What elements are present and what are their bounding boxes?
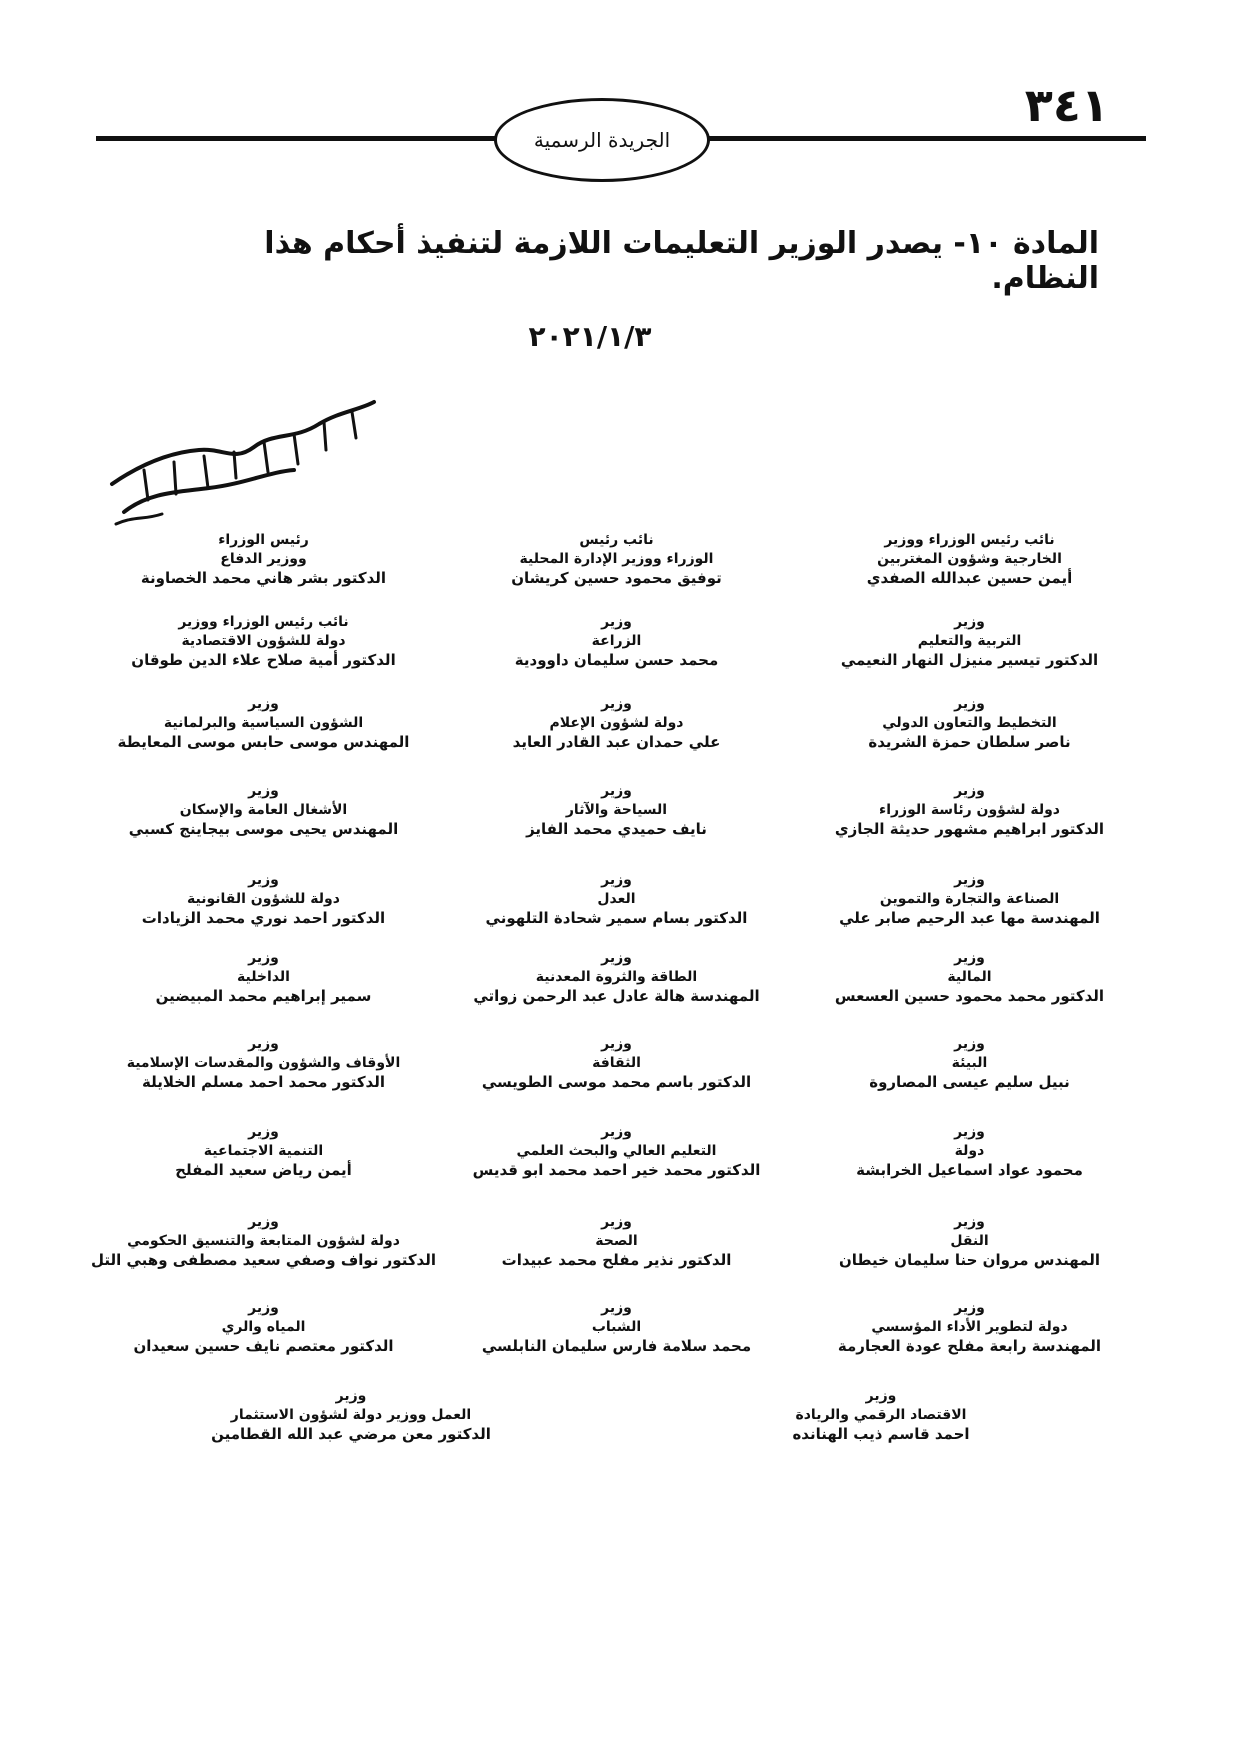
minister-row <box>86 695 1146 752</box>
minister-title: وزير <box>601 1300 632 1316</box>
minister-row <box>86 1035 1146 1092</box>
minister-title: وزير <box>601 783 632 799</box>
minister-signature-block <box>440 782 793 839</box>
minister-name: ناصر سلطان حمزة الشريدة <box>868 733 1071 751</box>
minister-signature-block <box>793 1123 1146 1180</box>
minister-name: المهندسة هالة عادل عبد الرحمن زواتي <box>473 987 760 1005</box>
minister-portfolio: الداخلية <box>237 969 290 985</box>
minister-name: المهندس مروان حنا سليمان خيطان <box>838 1251 1101 1269</box>
minister-portfolio: الشؤون السياسية والبرلمانية <box>163 715 364 731</box>
minister-title: وزير <box>601 1036 632 1052</box>
article-text: المادة ١٠- يصدر الوزير التعليمات اللازمة لتنفيذ أحكام هذا النظام. <box>264 226 1099 296</box>
minister-signature-block <box>440 613 793 670</box>
minister-title: نائب رئيس الوزراء ووزير <box>178 614 349 630</box>
minister-name: سمير إبراهيم محمد المبيضين <box>155 987 372 1005</box>
minister-portfolio: التنمية الاجتماعية <box>203 1143 324 1159</box>
minister-signature-block <box>87 1035 440 1092</box>
minister-title: وزير <box>248 950 279 966</box>
minister-signature-block <box>440 871 793 928</box>
minister-row <box>86 613 1146 670</box>
minister-name: الدكتور تيسير منيزل النهار النعيمي <box>840 651 1099 669</box>
minister-portfolio: الأوقاف والشؤون والمقدسات الإسلامية <box>126 1055 401 1071</box>
minister-signature-block <box>793 531 1146 588</box>
minister-signature-block <box>87 695 440 752</box>
minister-portfolio: المالية <box>947 969 992 985</box>
minister-name: الدكتور محمد احمد مسلم الخلايلة <box>142 1073 385 1091</box>
minister-portfolio: الصناعة والتجارة والتموين <box>879 891 1060 907</box>
minister-name: المهندس يحيى موسى بيجاينج كسبي <box>128 820 399 838</box>
decree-date: ٢٠٢١/١/٣ <box>528 320 652 353</box>
minister-signature-block <box>793 871 1146 928</box>
minister-title: وزير <box>601 872 632 888</box>
minister-portfolio: دولة لشؤون الإعلام <box>549 715 684 731</box>
minister-title: وزير <box>954 872 985 888</box>
minister-signature-block <box>440 1035 793 1092</box>
minister-portfolio: الاقتصاد الرقمي والريادة <box>795 1407 967 1423</box>
minister-signature-block <box>440 531 793 588</box>
minister-signature-block <box>87 1213 440 1270</box>
minister-signature-block <box>793 1213 1146 1270</box>
minister-name: الدكتور احمد نوري محمد الزيادات <box>141 909 386 927</box>
signature-icon <box>104 392 404 532</box>
minister-portfolio: العدل <box>597 891 636 907</box>
minister-signature-block <box>87 782 440 839</box>
minister-name: نايف حميدي محمد الفايز <box>526 820 707 838</box>
minister-row <box>86 1213 1146 1270</box>
minister-signature-block <box>793 613 1146 670</box>
minister-name: الدكتور معتصم نايف حسين سعيدان <box>133 1337 394 1355</box>
minister-title: وزير <box>954 950 985 966</box>
minister-portfolio: دولة للشؤون الاقتصادية <box>181 633 346 649</box>
minister-signature-block <box>440 949 793 1006</box>
minister-portfolio: دولة لتطوير الأداء المؤسسي <box>871 1319 1068 1335</box>
minister-title: وزير <box>248 1036 279 1052</box>
minister-signature-block <box>793 695 1146 752</box>
minister-title: وزير <box>954 614 985 630</box>
minister-title: رئيس الوزراء <box>218 532 309 548</box>
minister-title: وزير <box>954 1214 985 1230</box>
minister-row <box>86 1299 1146 1356</box>
minister-portfolio: دولة <box>954 1143 985 1159</box>
minister-portfolio: دولة لشؤون رئاسة الوزراء <box>879 802 1060 818</box>
minister-name: الدكتور معن مرضي عبد الله القطامين <box>211 1425 491 1443</box>
minister-portfolio: التربية والتعليم <box>917 633 1022 649</box>
minister-portfolio: العمل ووزير دولة لشؤون الاستثمار <box>230 1407 472 1423</box>
minister-name: أيمن حسين عبدالله الصفدي <box>866 569 1073 587</box>
minister-title: وزير <box>954 696 985 712</box>
minister-name: الدكتور بشر هاني محمد الخصاونة <box>140 569 387 587</box>
minister-title: وزير <box>954 1300 985 1316</box>
minister-name: الدكتور ابراهيم مشهور حديثة الجازي <box>834 820 1105 838</box>
minister-title: وزير <box>865 1388 897 1404</box>
minister-portfolio: الوزراء ووزير الإدارة المحلية <box>519 551 714 567</box>
minister-title: وزير <box>248 1214 279 1230</box>
minister-name: نبيل سليم عيسى المصاروة <box>869 1073 1070 1091</box>
minister-signature-block <box>87 1123 440 1180</box>
minister-name: احمد قاسم ذيب الهنانده <box>792 1425 970 1443</box>
minister-signature-block <box>705 1387 1058 1444</box>
royal-signature <box>104 392 404 532</box>
minister-name: الدكتور أمية صلاح علاء الدين طوقان <box>131 651 396 669</box>
page-number: ٣٤١ <box>1024 78 1109 132</box>
minister-signature-block <box>87 949 440 1006</box>
minister-portfolio: التخطيط والتعاون الدولي <box>882 715 1057 731</box>
minister-portfolio: البيئة <box>951 1055 988 1071</box>
minister-row <box>86 531 1146 588</box>
minister-title: وزير <box>601 1124 632 1140</box>
minister-row <box>86 782 1146 839</box>
minister-name: أيمن رياض سعيد المفلح <box>175 1161 352 1179</box>
minister-signature-block <box>87 613 440 670</box>
minister-name: الدكتور باسم محمد موسى الطويسي <box>481 1073 752 1091</box>
minister-signature-block <box>440 1123 793 1180</box>
minister-signature-block <box>440 1213 793 1270</box>
minister-title: وزير <box>601 696 632 712</box>
minister-name: الدكتور نذير مفلح محمد عبيدات <box>501 1251 732 1269</box>
minister-signature-block <box>793 1299 1146 1356</box>
minister-name: الدكتور محمد خير احمد محمد ابو قديس <box>472 1161 761 1179</box>
minister-name: المهندسة رابعة مفلح عودة العجارمة <box>837 1337 1102 1355</box>
minister-title: وزير <box>601 614 632 630</box>
minister-title: وزير <box>248 1300 279 1316</box>
minister-signature-block <box>440 695 793 752</box>
minister-portfolio: الشباب <box>591 1319 642 1335</box>
minister-name: المهندس موسى حابس موسى المعايطة <box>117 733 410 751</box>
minister-title: وزير <box>248 872 279 888</box>
minister-title: نائب رئيس الوزراء ووزير <box>884 532 1055 548</box>
minister-portfolio: دولة لشؤون المتابعة والتنسيق الحكومي <box>127 1233 400 1249</box>
minister-name: الدكتور بسام سمير شحادة التلهوني <box>485 909 748 927</box>
minister-portfolio: الزراعة <box>591 633 642 649</box>
minister-title: وزير <box>954 1036 985 1052</box>
minister-name: محمد سلامة فارس سليمان النابلسي <box>481 1337 752 1355</box>
gazette-title: الجريدة الرسمية <box>533 128 671 152</box>
minister-title: وزير <box>248 696 279 712</box>
minister-portfolio: التعليم العالي والبحث العلمي <box>516 1143 717 1159</box>
minister-title: وزير <box>601 1214 632 1230</box>
minister-portfolio: الثقافة <box>592 1055 641 1071</box>
minister-row <box>86 1123 1146 1180</box>
minister-name: توفيق محمود حسين كريشان <box>511 569 722 587</box>
minister-row <box>86 949 1146 1006</box>
minister-row <box>86 1387 1146 1444</box>
minister-title: وزير <box>954 1124 985 1140</box>
minister-portfolio: الأشغال العامة والإسكان <box>179 802 348 818</box>
minister-name: محمود عواد اسماعيل الخرابشة <box>856 1161 1083 1179</box>
minister-signature-block <box>87 1299 440 1356</box>
minister-portfolio: دولة للشؤون القانونية <box>187 891 340 907</box>
minister-portfolio: ووزير الدفاع <box>220 551 307 567</box>
minister-title: وزير <box>335 1388 367 1404</box>
minister-portfolio: السياحة والآثار <box>565 802 668 818</box>
minister-signature-block <box>87 871 440 928</box>
minister-row <box>86 871 1146 928</box>
minister-portfolio: الصحة <box>595 1233 638 1249</box>
minister-name: محمد حسن سليمان داوودية <box>514 651 719 669</box>
minister-signature-block <box>793 782 1146 839</box>
minister-title: وزير <box>601 950 632 966</box>
minister-title: وزير <box>954 783 985 799</box>
minister-name: الدكتور نواف وصفي سعيد مصطفى وهبي التل <box>90 1251 436 1269</box>
minister-signature-block <box>175 1387 528 1444</box>
minister-portfolio: النقل <box>950 1233 989 1249</box>
minister-title: وزير <box>248 1124 279 1140</box>
minister-title: نائب رئيس <box>579 532 654 548</box>
minister-title: وزير <box>248 783 279 799</box>
minister-signature-block <box>793 1035 1146 1092</box>
minister-portfolio: الخارجية وشؤون المغتربين <box>877 551 1062 567</box>
minister-portfolio: المياه والري <box>221 1319 306 1335</box>
minister-name: الدكتور محمد محمود حسين العسعس <box>834 987 1105 1005</box>
minister-name: علي حمدان عبد القادر العايد <box>512 733 721 751</box>
gazette-title-oval <box>494 98 710 182</box>
minister-signature-block <box>793 949 1146 1006</box>
minister-name: المهندسة مها عبد الرحيم صابر علي <box>839 909 1100 927</box>
minister-portfolio: الطاقة والثروة المعدنية <box>535 969 698 985</box>
minister-signature-block <box>440 1299 793 1356</box>
minister-signature-block <box>87 531 440 588</box>
